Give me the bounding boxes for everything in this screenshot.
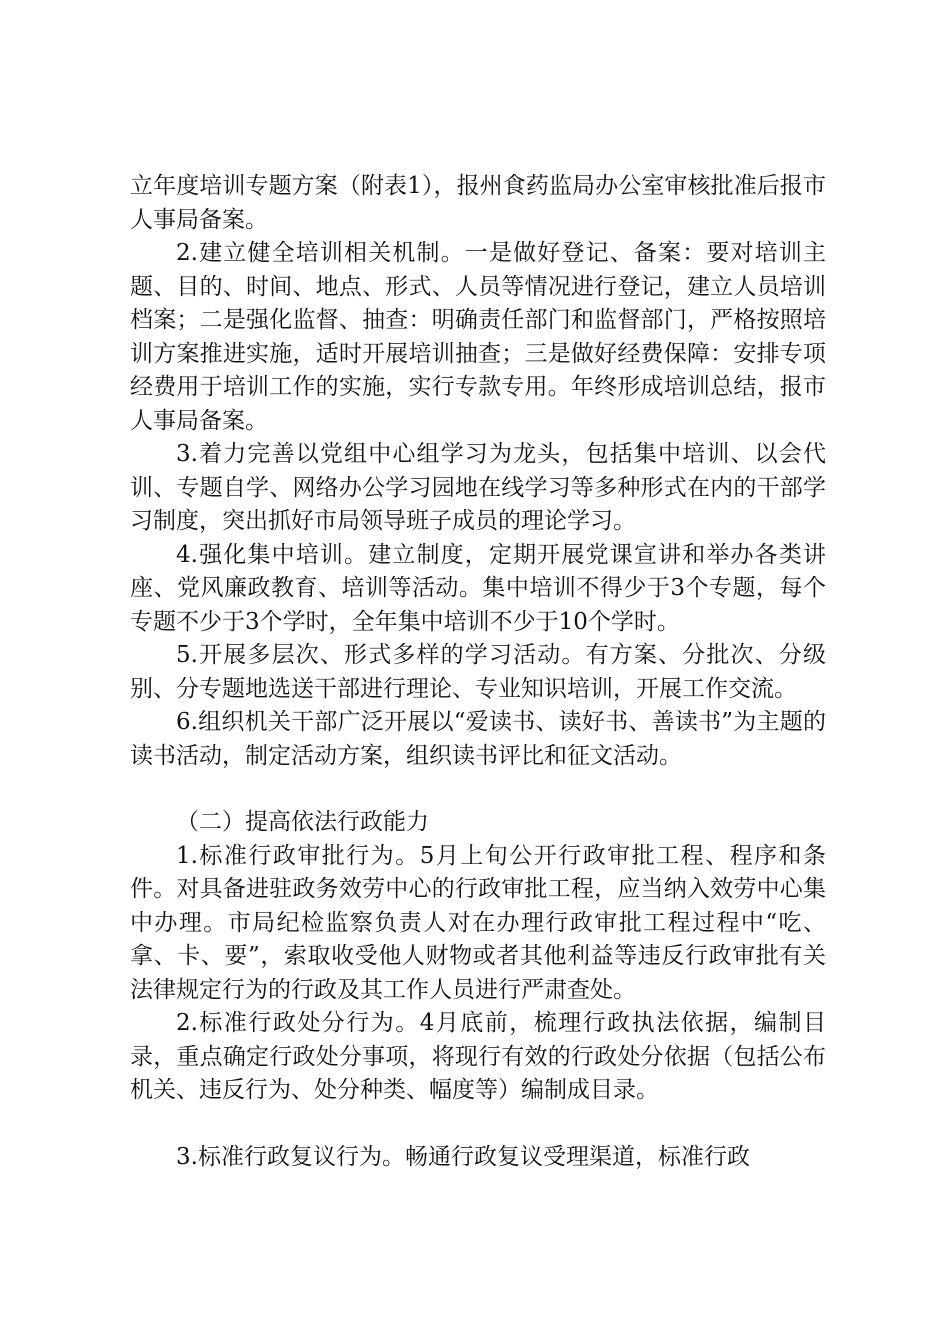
paragraph-item-5: 5.开展多层次、形式多样的学习活动。有方案、分批次、分级别、分专题地选送干部进行理论、专业知识培训，开展工作交流。 [130, 642, 826, 702]
section-heading: （二）提高依法行政能力 [176, 809, 429, 835]
paragraph-continuation: 立年度培训专题方案（附表1），报州食药监局办公室审核批准后报市人事局备案。 [130, 173, 826, 233]
paragraph-section2-item-3: 3.标准行政复议行为。畅通行政复议受理渠道，标准行政 [176, 1143, 750, 1170]
paragraph-section2-item-1: 1.标准行政审批行为。5月上旬公开行政审批工程、程序和条件。对具备进驻政务效劳中心的行政审批工程，应当纳入效劳中心集中办理。市局纪检监察负责人对在办理行政审批工程过程中“吃、拿、卡、要”，索取收受他人财物或者其他利益等违反行政审批有关法律规定行为的行政及其工作人员进行严肃查处。 [130, 842, 826, 1003]
paragraph-item-6: 6.组织机关干部广泛开展以“爱读书、读好书、善读书”为主题的读书活动，制定活动方案，组织读书评比和征文活动。 [130, 709, 826, 769]
paragraph-item-2: 2.建立健全培训相关机制。一是做好登记、备案：要对培训主题、目的、时间、地点、形式、人员等情况进行登记，建立人员培训档案；二是强化监督、抽查：明确责任部门和监督部门，严格按照培训方案推进实施，适时开展培训抽查；三是做好经费保障：安排专项经费用于培训工作的实施，实行专款专用。年终形成培训总结，报市人事局备案。 [130, 240, 826, 434]
paragraph-section2-item-2: 2.标准行政处分行为。4月底前，梳理行政执法依据，编制目录，重点确定行政处分事项，将现行有效的行政处分依据（包括公布机关、违反行为、处分种类、幅度等）编制成目录。 [130, 1010, 826, 1103]
paragraph-item-3: 3.着力完善以党组中心组学习为龙头，包括集中培训、以会代训、专题自学、网络办公学习园地在线学习等多种形式在内的干部学习制度，突出抓好市局领导班子成员的理论学习。 [130, 441, 826, 534]
paragraph-item-4: 4.强化集中培训。建立制度，定期开展党课宣讲和举办各类讲座、党风廉政教育、培训等活动。集中培训不得少于3个专题，每个专题不少于3个学时，全年集中培训不少于10个学时。 [130, 541, 826, 635]
document-body [130, 170, 826, 1174]
